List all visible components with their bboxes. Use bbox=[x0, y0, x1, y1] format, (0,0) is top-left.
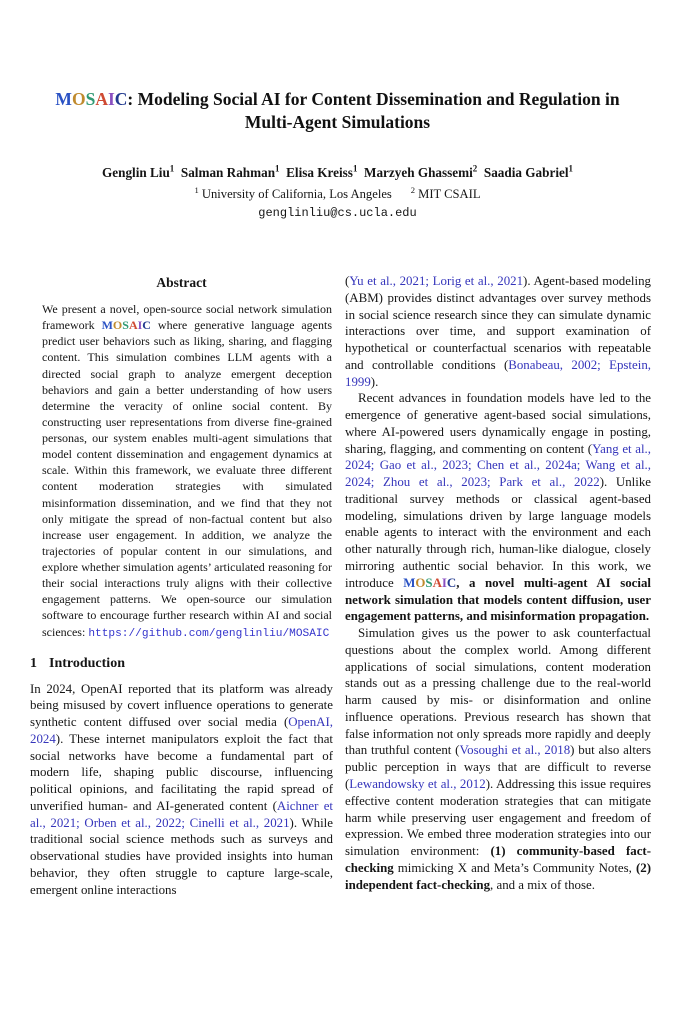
citation-link[interactable]: Yu et al., 2021; Lorig et al., 2021 bbox=[349, 274, 524, 288]
section-heading-introduction bbox=[30, 656, 333, 672]
affiliation-superscript: 1 bbox=[169, 163, 175, 174]
contact-email: genglinliu@cs.ucla.edu bbox=[258, 206, 417, 220]
mosaic-wordmark: MOSAIC bbox=[403, 575, 457, 590]
text-segment: ). Agent-based modeling (ABM) provides distinct advantages over survey methods in social science research since they can simulate dynamic interactions over time, and support examination of hypothetical or counterfactual scenarios with repeatable and controllable conditions ( bbox=[345, 274, 651, 372]
github-link[interactable]: https://github.com/genglinliu/MOSAIC bbox=[88, 627, 330, 640]
text-segment: ( bbox=[345, 274, 350, 288]
citation-link[interactable]: Yang et al., 2024; Gao et al., 2023; Chen et al., 2024a; Wang et al., 2024; Zhou et al., 2023; Park et al., 2022 bbox=[345, 441, 651, 490]
text-segment: ) but also alters public perception in ways that are difficult to reverse ( bbox=[345, 743, 651, 791]
citation-link[interactable]: Vosoughi et al., 2018 bbox=[459, 743, 571, 758]
text-segment: ). Unlike traditional survey methods or classical agent-based modeling, simulations driven by large language models enable agents to interact with the environment and each other naturally through rich, human-like dialogue, closely mirroring authentic social behavior. In this work, we introduce bbox=[345, 475, 651, 590]
affiliation-superscript: 1 bbox=[194, 184, 199, 195]
abstract-heading: Abstract bbox=[156, 275, 207, 290]
mosaic-wordmark: MOSAIC bbox=[55, 89, 128, 109]
left-column bbox=[30, 273, 333, 1013]
affiliation-superscript: 1 bbox=[275, 163, 280, 174]
paper-title bbox=[30, 88, 645, 134]
citation-link[interactable]: Lewandowsky et al., 2012 bbox=[349, 776, 486, 791]
text-segment: In 2024, OpenAI reported that its platform was already being misused by covert influence operations to generate synthetic content diffused over social media ( bbox=[30, 681, 333, 730]
citation-link[interactable]: OpenAI, 2024 bbox=[30, 715, 333, 746]
right-paragraph-simulation bbox=[345, 625, 651, 893]
affiliation-superscript: 1 bbox=[568, 163, 573, 174]
text-segment: MIT CSAIL bbox=[414, 187, 481, 201]
text-segment: , a novel multi-agent AI social network simulation that models content diffusion, user engagement patterns, and misinformation propagation. bbox=[345, 575, 651, 624]
section-number: 1 bbox=[30, 655, 37, 671]
text-segment: ). Addressing this issue requires effective content moderation strategies that can mitigate harm while preserving user engagement and freedom of expression. We embed three moderation strategies into our simulation environment: bbox=[345, 776, 651, 859]
right-column bbox=[345, 273, 651, 1013]
citation-link[interactable]: Aichner et al., 2021; Orben et al., 2022; Cinelli et al., 2021 bbox=[30, 798, 333, 830]
text-segment: We present a novel, open-source social network simulation framework bbox=[42, 302, 332, 333]
text-segment: mimicking X and Meta’s Community Notes, bbox=[393, 860, 636, 875]
right-paragraph-recent-advances bbox=[345, 390, 651, 625]
section-title: Introduction bbox=[49, 655, 125, 671]
text-segment: : Modeling Social AI for Content Dissemination and Regulation in Multi-Agent Simulations bbox=[127, 89, 620, 133]
citation-link[interactable]: Bonabeau, 2002; Epstein, 1999 bbox=[345, 357, 651, 389]
text-segment: Genglin Liu bbox=[102, 165, 170, 180]
text-segment: Saadia Gabriel bbox=[477, 165, 569, 180]
affiliation-superscript: 1 bbox=[352, 163, 358, 174]
abstract-paragraph bbox=[42, 301, 332, 642]
right-paragraph-continuation bbox=[345, 273, 651, 390]
text-segment: ). These internet manipulators exploit the fact that social networks have become a fundamental part of modern life, shaping public discourse, influencing political opinions, and facilitating the rapid spread of unverified human- and AI-generated content ( bbox=[30, 731, 333, 813]
text-segment: (2) independent fact-checking bbox=[345, 860, 651, 892]
text-segment: where generative language agents predict user behaviors such as liking, sharing, and flagging content. This simulation combines LLM agents with a directed social graph to analyze emergent deception behaviors and gain a better understanding of how users determine the veracity of online social content. By constructing user representations from diverse fine-grained personas, our system enables multi-agent simulations that model content dissemination and engagement dynamics at scale. Within this framework, we evaluate three different content moderation strategies with simulated misinformation dissemination, and we find that they not only mitigate the spread of non-factual content but also increase user engagement. In addition, we analyze the trajectories of popular content in our simulations, and explore whether simulation agents’ articulated reasoning for their social interactions truly aligns with their collective engagement patterns. We open-source our simulation software to encourage further research within AI and social sciences: bbox=[42, 318, 332, 639]
text-segment: ). bbox=[370, 374, 379, 389]
text-segment: , and a mix of those. bbox=[490, 877, 595, 892]
text-segment: University of California, Los Angeles bbox=[198, 187, 411, 201]
text-segment: Recent advances in foundation models have led to the emergence of generative agent-based social simulations, where AI-powered users dynamically engage in posting, sharing, flagging, and commenting on content ( bbox=[345, 391, 651, 456]
text-segment: Simulation gives us the power to ask counterfactual questions about the complex world. Among different applications of social simulations, content moderation stands out as a pressing challenge due to the real-world harm caused by mis- or disinformation and online influence operations. Previous research has shown that false information not only spreads more rapidly and deeply than truthful content ( bbox=[345, 626, 651, 758]
text-segment: (1) community-based fact-checking bbox=[345, 844, 651, 875]
affiliation-superscript: 2 bbox=[472, 163, 478, 174]
text-segment: Salman Rahman bbox=[174, 165, 276, 180]
text-segment: Marzyeh Ghassemi bbox=[357, 165, 473, 180]
mosaic-wordmark: MOSAIC bbox=[101, 318, 151, 333]
affiliation-superscript: 2 bbox=[410, 184, 415, 195]
intro-paragraph bbox=[30, 681, 333, 899]
text-segment: Elisa Kreiss bbox=[279, 165, 353, 180]
affiliations-line bbox=[30, 184, 645, 202]
authors-line bbox=[30, 165, 645, 181]
text-segment: ). While traditional social science methods such as surveys and observational studies have provided insights into human behavior, they often struggle to capture large-scale, emergent online interactions bbox=[30, 815, 333, 897]
